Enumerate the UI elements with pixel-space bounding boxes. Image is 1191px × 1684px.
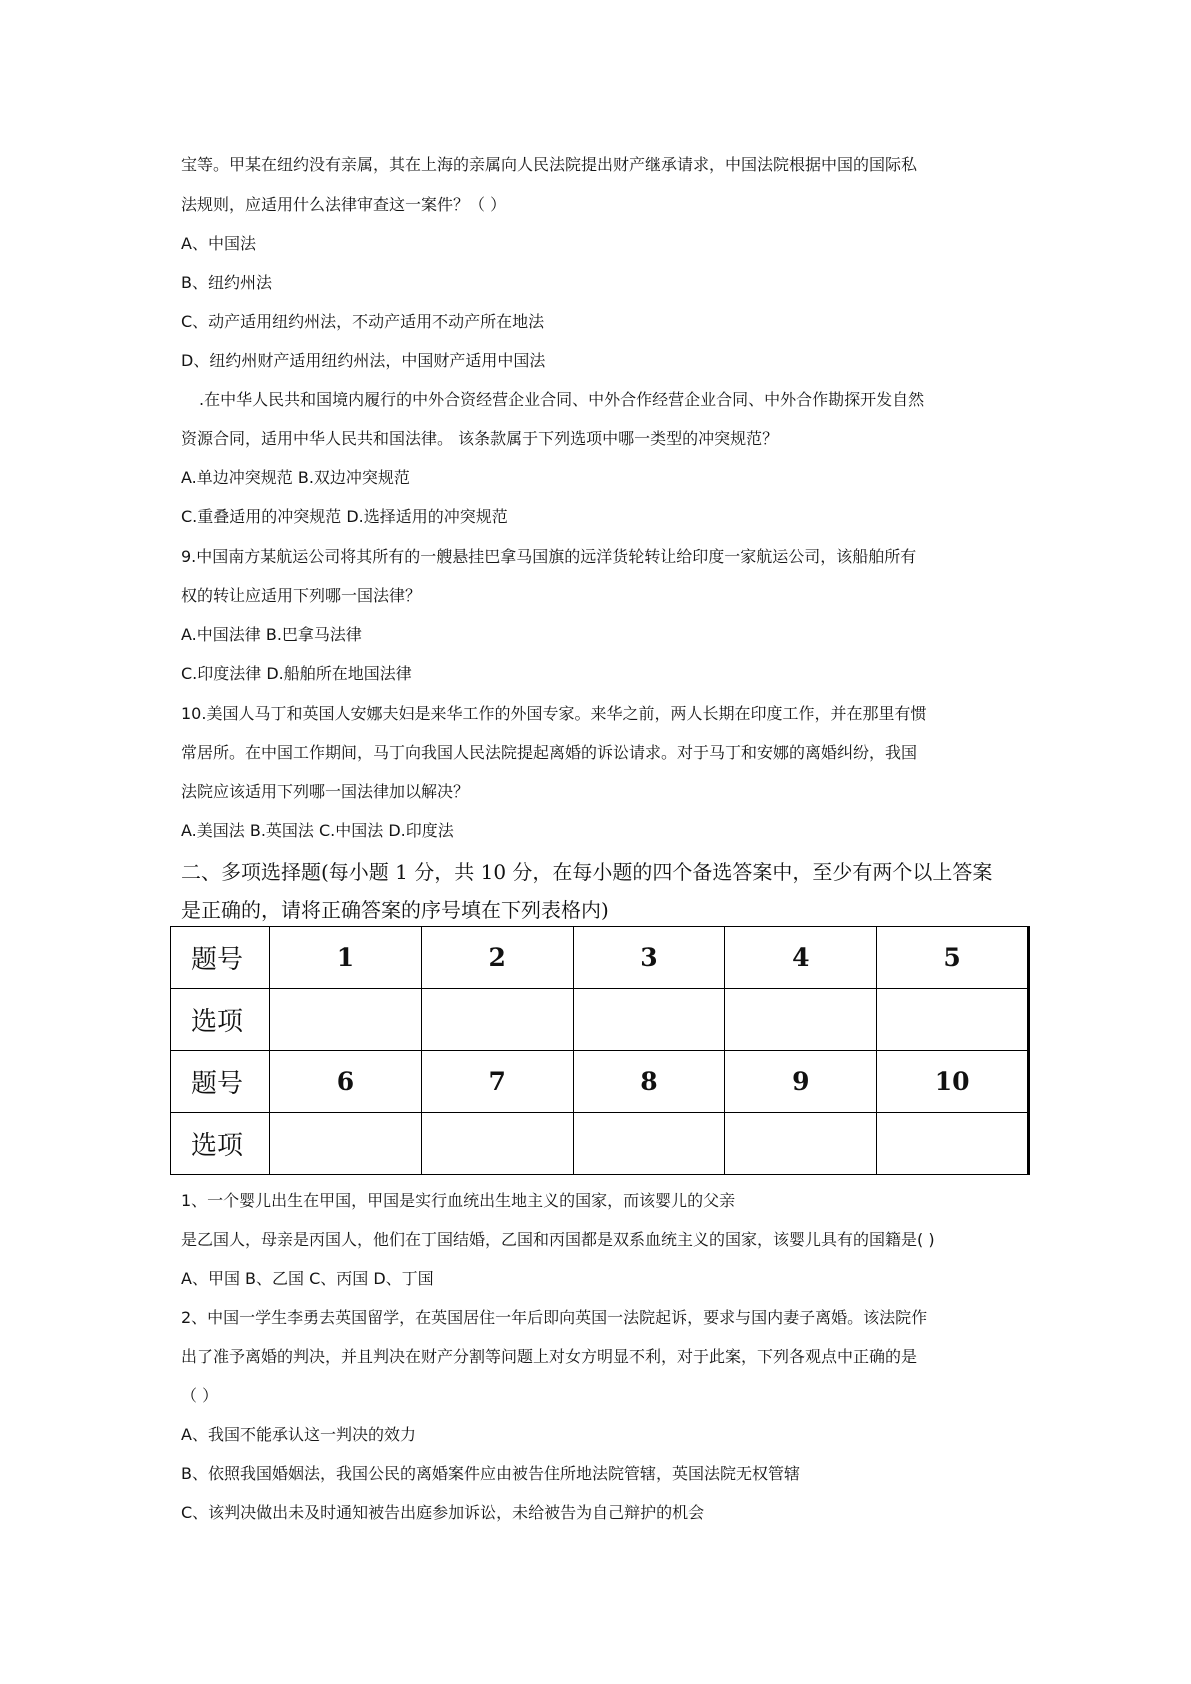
option-line: C.印度法律 D.船舶所在地国法律: [181, 664, 412, 683]
question-number-cell: 5: [877, 927, 1029, 989]
answer-label: 选项: [171, 1113, 270, 1175]
text-line: 法院应该适用下列哪一国法律加以解决？: [181, 782, 470, 801]
option-line: B、纽约州法: [181, 273, 272, 292]
answer-cell[interactable]: [877, 989, 1029, 1051]
answer-cell[interactable]: [270, 989, 422, 1051]
table-row: [171, 989, 1029, 1051]
text-line: 法规则，应适用什么法律审查这一案件？（ ）: [181, 195, 507, 214]
section-heading: 二、多项选择题(每小题 1 分，共 10 分，在每小题的四个备选答案中，至少有两个以上答案: [181, 860, 993, 884]
question-line: .在中华人民共和国境内履行的中外合资经营企业合同、中外合作经营企业合同、中外合作勘探开发自然: [199, 390, 925, 409]
answer-cell[interactable]: [725, 1113, 877, 1175]
option-line: A、中国法: [181, 234, 256, 253]
answer-cell[interactable]: [270, 1113, 422, 1175]
text-line: 是乙国人，母亲是丙国人，他们在丁国结婚，乙国和丙国都是双系血统主义的国家，该婴儿具有的国籍是( ): [181, 1230, 935, 1249]
text-line: （ ）: [181, 1386, 219, 1405]
text-line: 出了准予离婚的判决，并且判决在财产分割等问题上对女方明显不利，对于此案，下列各观点中正确的是: [181, 1347, 918, 1366]
section-heading-cont: 是正确的，请将正确答案的序号填在下列表格内): [181, 898, 609, 922]
option-line: C、动产适用纽约州法，不动产适用不动产所在地法: [181, 312, 545, 331]
question-line: 10.美国人马丁和英国人安娜夫妇是来华工作的外国专家。来华之前，两人长期在印度工作，并在那里有惯: [181, 704, 927, 723]
option-line: A.中国法律 B.巴拿马法律: [181, 625, 362, 644]
question-number-cell: 6: [270, 1051, 422, 1113]
question-number-cell: 7: [421, 1051, 573, 1113]
option-line: A、甲国 B、乙国 C、丙国 D、丁国: [181, 1269, 434, 1288]
table-row: [171, 1051, 1029, 1113]
answer-cell[interactable]: [421, 989, 573, 1051]
question-number-cell: 1: [270, 927, 422, 989]
question-line: 9.中国南方某航运公司将其所有的一艘悬挂巴拿马国旗的远洋货轮转让给印度一家航运公司，该船舶所有: [181, 547, 917, 566]
text-line: 权的转让应适用下列哪一国法律？: [181, 586, 422, 605]
question-number-cell: 8: [573, 1051, 725, 1113]
option-line: A、我国不能承认这一判决的效力: [181, 1425, 416, 1444]
text-line: 资源合同，适用中华人民共和国法律。 该条款属于下列选项中哪一类型的冲突规范？: [181, 429, 779, 448]
question-number-label: 题号: [171, 1051, 270, 1113]
question-line: 2、中国一学生李勇去英国留学，在英国居住一年后即向英国一法院起诉，要求与国内妻子离婚。该法院作: [181, 1308, 928, 1327]
question-number-cell: 2: [421, 927, 573, 989]
option-line: B、依照我国婚姻法，我国公民的离婚案件应由被告住所地法院管辖，英国法院无权管辖: [181, 1464, 800, 1483]
answer-cell[interactable]: [573, 1113, 725, 1175]
option-line: D、纽约州财产适用纽约州法，中国财产适用中国法: [181, 351, 546, 370]
question-number-cell: 3: [573, 927, 725, 989]
answer-cell[interactable]: [573, 989, 725, 1051]
question-line: 1、一个婴儿出生在甲国，甲国是实行血统出生地主义的国家，而该婴儿的父亲: [181, 1191, 736, 1210]
question-number-cell: 9: [725, 1051, 877, 1113]
option-line: C、该判决做出未及时通知被告出庭参加诉讼，未给被告为自己辩护的机会: [181, 1503, 705, 1522]
question-number-label: 题号: [171, 927, 270, 989]
option-line: A.美国法 B.英国法 C.中国法 D.印度法: [181, 821, 454, 840]
table-row: [171, 1113, 1029, 1175]
question-number-cell: 10: [877, 1051, 1029, 1113]
answer-label: 选项: [171, 989, 270, 1051]
answer-cell[interactable]: [877, 1113, 1029, 1175]
text-line: 常居所。在中国工作期间，马丁向我国人民法院提起离婚的诉讼请求。对于马丁和安娜的离婚纠纷，我国: [181, 743, 918, 762]
option-line: A.单边冲突规范 B.双边冲突规范: [181, 468, 410, 487]
text-line: 宝等。甲某在纽约没有亲属，其在上海的亲属向人民法院提出财产继承请求，中国法院根据中国的国际私: [181, 155, 918, 174]
table-row: [171, 927, 1029, 989]
answer-table: [170, 926, 1030, 1175]
answer-cell[interactable]: [725, 989, 877, 1051]
answer-cell[interactable]: [421, 1113, 573, 1175]
question-number-cell: 4: [725, 927, 877, 989]
option-line: C.重叠适用的冲突规范 D.选择适用的冲突规范: [181, 507, 508, 526]
